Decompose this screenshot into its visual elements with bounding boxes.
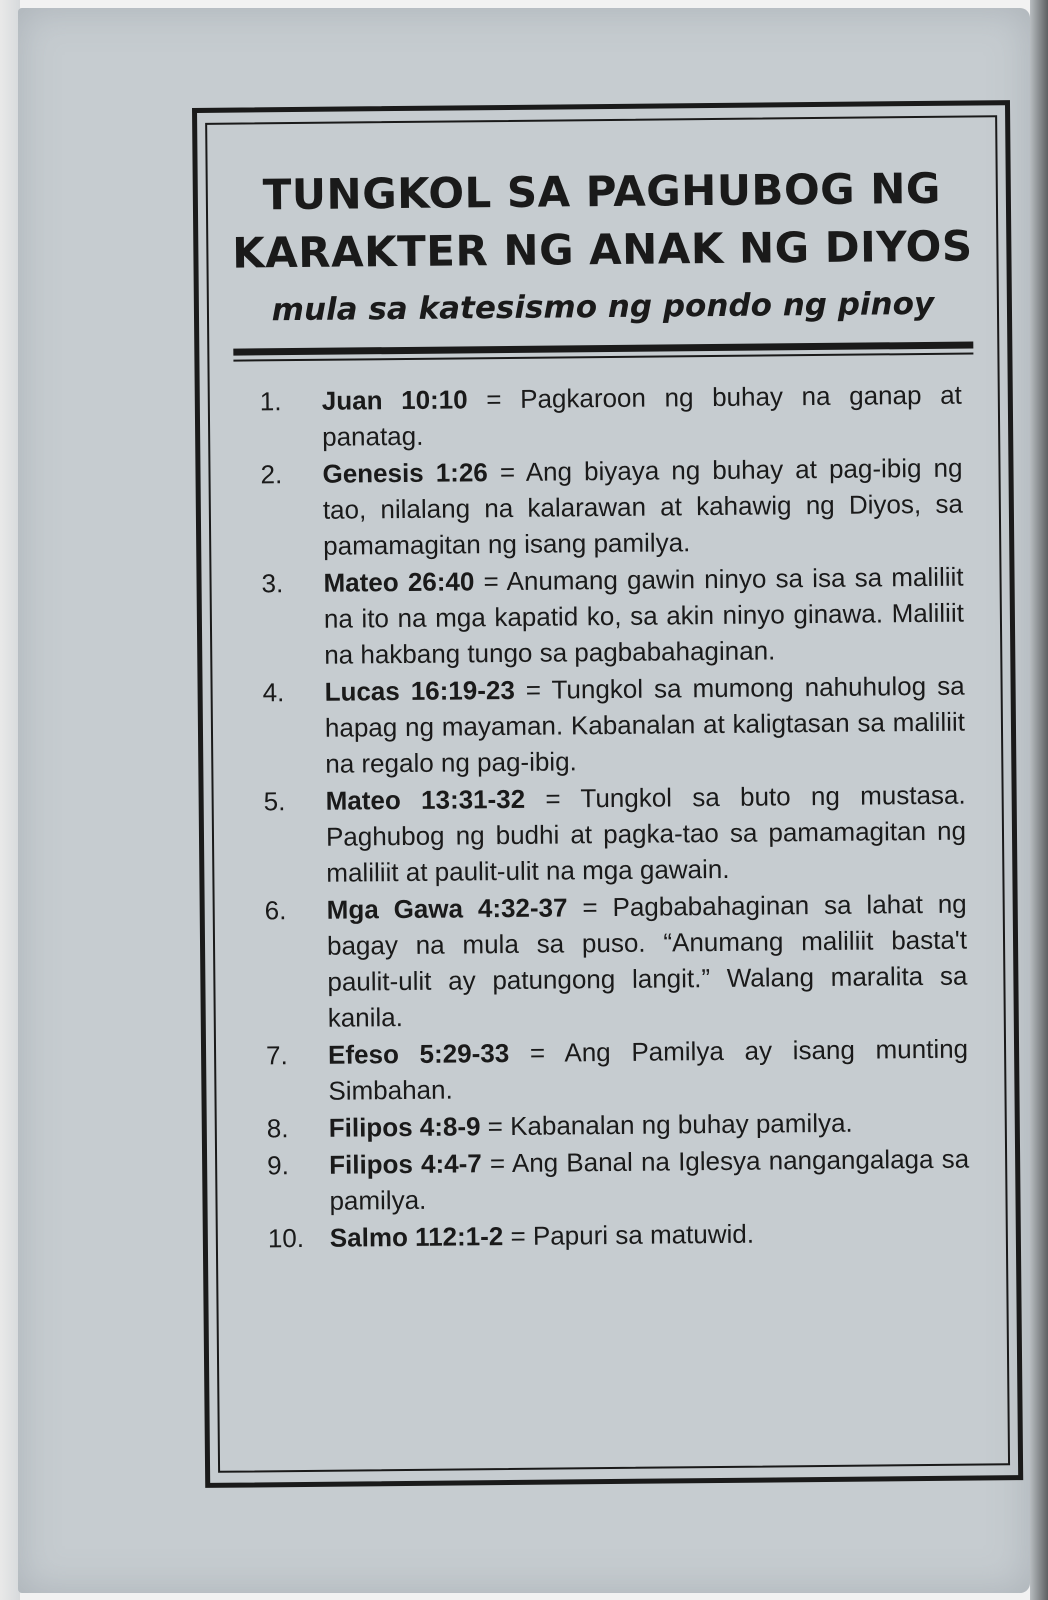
verse-body	[327, 886, 968, 1036]
verse-separator: =	[509, 1037, 565, 1068]
verse-item	[265, 886, 968, 1037]
verse-body	[328, 1031, 969, 1109]
verse-reference: Efeso 5:29-33	[327, 1037, 510, 1070]
verse-reference: Juan 10:10	[321, 384, 468, 416]
verse-reference: Lucas 16:19-23	[324, 674, 515, 707]
verse-number: 3.	[261, 568, 284, 599]
verse-text: Ang biyaya ng buhay at pag-ibig ng tao, nilalang na kalarawan at kahawig ng Diyos, sa pamamagitan ng isang pamilya.	[322, 452, 963, 561]
verse-reference: Mateo 26:40	[323, 566, 475, 598]
verse-body	[329, 1104, 969, 1146]
page-edge-shadow	[1030, 0, 1048, 1600]
verse-reference: Salmo 112:1-2	[329, 1221, 504, 1253]
verse-text: Tungkol sa buto ng mustasa. Paghubog ng budhi at pagka-tao sa pamamagitan ng maliliit at paulit-ulit na mga gawain.	[325, 779, 967, 888]
verse-text: Papuri sa matuwid.	[532, 1218, 755, 1251]
verse-item	[267, 1141, 970, 1220]
verse-body	[329, 1141, 970, 1219]
verse-text: Kabanalan ng buhay pamilya.	[509, 1107, 853, 1141]
verse-text: Pagkaroon ng buhay na ganap at panatag.	[322, 379, 962, 452]
booklet-page	[18, 8, 1030, 1593]
page-subtitle: mula sa katesismo ng pondo ng pinoy	[271, 285, 935, 329]
verse-item	[263, 777, 966, 892]
verse-body	[330, 1214, 970, 1256]
verse-list	[260, 377, 970, 1257]
verse-number: 4.	[262, 677, 285, 708]
verse-separator: =	[567, 892, 613, 923]
content-frame	[192, 100, 1023, 1488]
verse-separator: =	[481, 1147, 513, 1179]
verse-item	[260, 450, 963, 565]
verse-separator: =	[525, 783, 581, 814]
verse-reference: Filipos 4:4-7	[329, 1148, 482, 1180]
title-line-2: KARAKTER NG ANAK NG DIYOS	[231, 221, 973, 278]
verse-number: 7.	[265, 1040, 288, 1071]
verse-separator: =	[474, 566, 507, 597]
verse-item	[262, 668, 965, 783]
verse-reference: Mga Gawa 4:32-37	[326, 892, 568, 925]
verse-body	[325, 777, 966, 891]
verse-body	[323, 559, 964, 673]
verse-item	[268, 1214, 970, 1257]
verse-number: 9.	[267, 1150, 289, 1181]
verse-number: 6.	[264, 895, 287, 926]
verse-reference: Genesis 1:26	[322, 457, 488, 489]
verse-body	[322, 377, 963, 455]
verse-text: Anumang gawin ninyo sa isa sa maliliit na ito na mga kapatid ko, sa akin ninyo ginawa. Maliliit na hakbang tungo sa pagbabahaginan.	[323, 561, 965, 670]
page-spine	[0, 0, 20, 1600]
verse-item	[260, 377, 963, 456]
verse-separator: =	[503, 1220, 534, 1252]
verse-separator: =	[467, 383, 521, 415]
title-line-1: TUNGKOL SA PAGHUBOG NG	[262, 163, 942, 220]
verse-item	[261, 559, 964, 674]
verse-reference: Mateo 13:31-32	[325, 783, 526, 816]
verse-body	[324, 668, 965, 782]
verse-separator: =	[514, 674, 552, 705]
page-title	[208, 159, 997, 283]
verse-number: 8.	[266, 1113, 289, 1144]
verse-separator: =	[487, 456, 526, 488]
verse-number: 10.	[267, 1222, 305, 1254]
verse-separator: =	[480, 1110, 511, 1142]
verse-item	[266, 1031, 969, 1110]
verse-text: Ang Pamilya ay isang munting Simbahan.	[328, 1033, 969, 1106]
verse-number: 2.	[260, 459, 283, 490]
verse-text: Ang Banal na Iglesya nangangalaga sa pamilya.	[329, 1143, 970, 1216]
verse-item	[267, 1104, 969, 1147]
verse-text: Tungkol sa mumong nahuhulog sa hapag ng mayaman. Kabanalan at kaligtasan sa maliliit na regalo ng pag-ibig.	[324, 670, 966, 779]
verse-text: Pagbabahaginan sa lahat ng bagay na mula sa puso. “Anumang maliliit basta't paulit-ulit ay patungong langit.” Walang maralita sa kanila.	[326, 888, 968, 1033]
verse-body	[322, 450, 963, 564]
verse-number: 1.	[259, 386, 282, 417]
verse-reference: Filipos 4:8-9	[328, 1111, 481, 1143]
content-frame-inner	[205, 115, 1010, 1473]
verse-number: 5.	[263, 786, 286, 817]
